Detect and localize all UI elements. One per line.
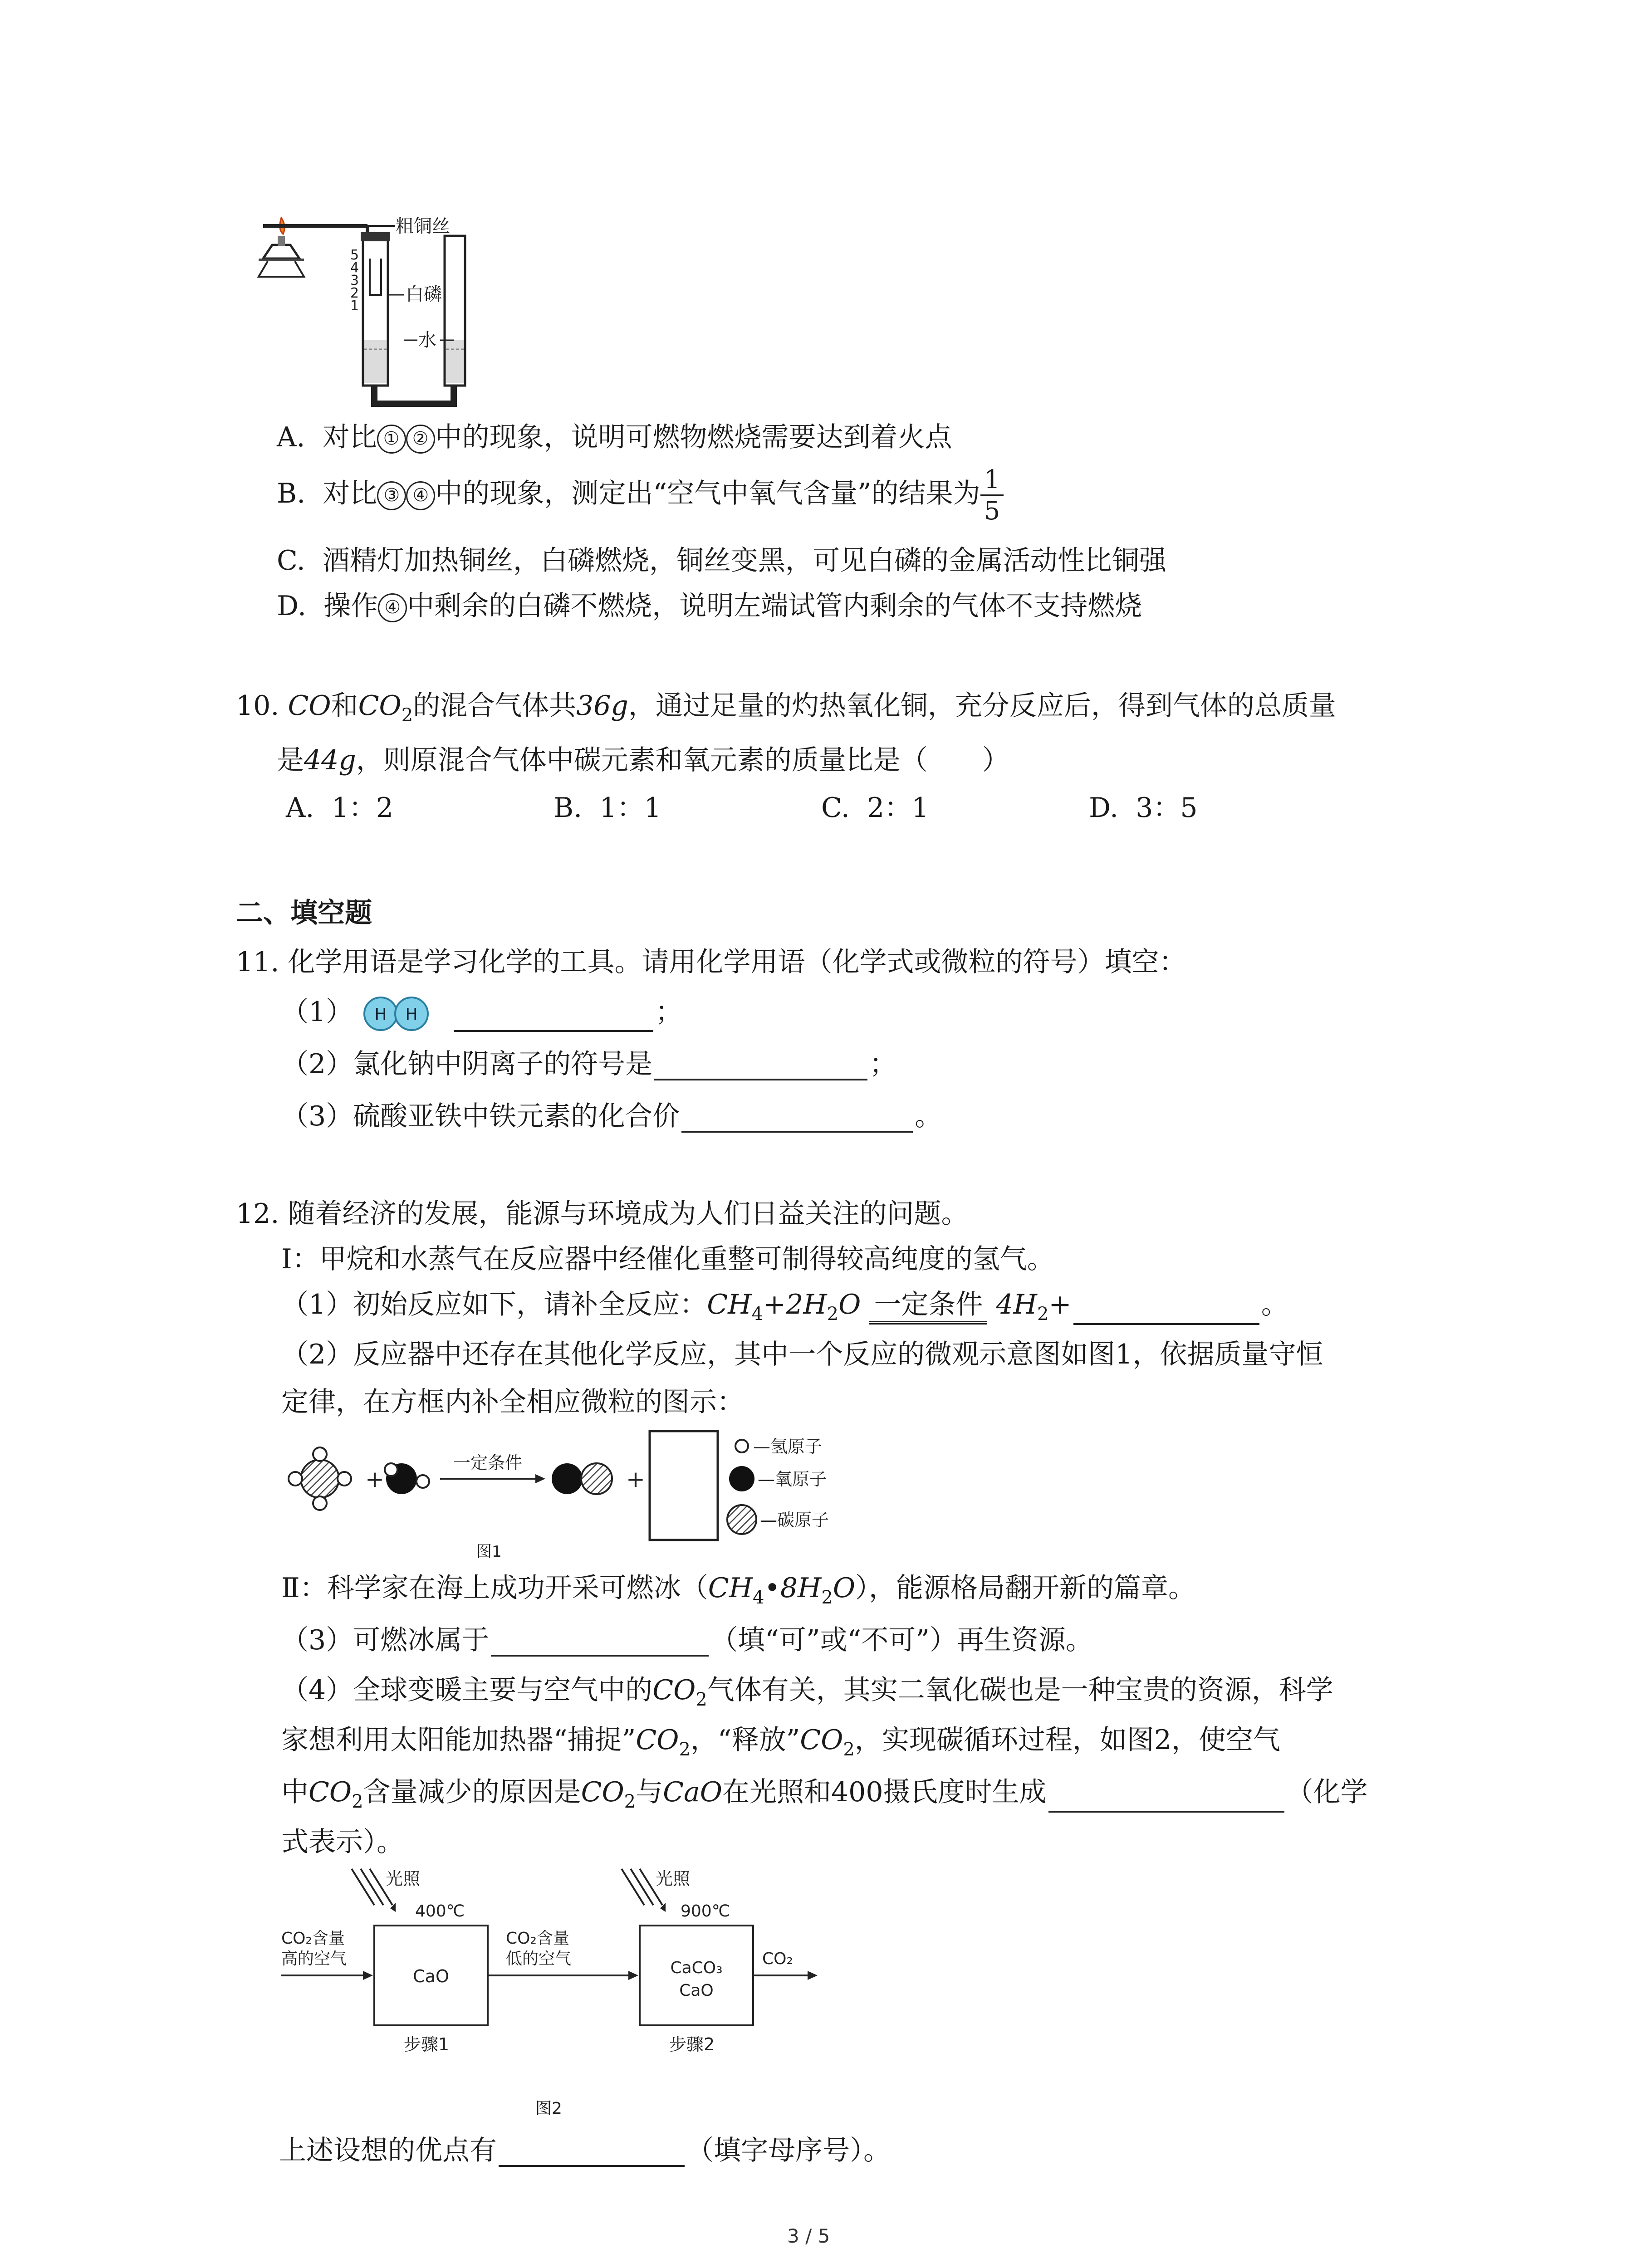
q10-option-b: B. 1：1 — [554, 792, 661, 824]
label-water: 水 — [418, 330, 436, 351]
legend-carbon: —碳原子 — [760, 1510, 829, 1530]
q12-part1-intro: Ⅰ：甲烷和水蒸气在反应器中经催化重整可制得较高纯度的氢气。 — [281, 1243, 1054, 1275]
q12-sub2-line2: 定律，在方框内补全相应微粒的图示： — [281, 1386, 744, 1418]
fig2-light-1: 光照 — [386, 1869, 421, 1889]
scale-4: 4 — [350, 260, 359, 276]
fig2-box2-a: CaCO₃ — [670, 1959, 723, 1977]
q10-line1: 10. CO和$CO_2$的混合气体共36g，通过足量的灼热氧化铜，充分反应后，得到气体的总质量 — [236, 690, 1336, 726]
fig2-step2: 步骤2 — [669, 2034, 715, 2054]
fraction-one-fifth: $\frac{1}{5}$ — [980, 467, 1004, 524]
figure-2-drawing — [277, 1867, 867, 2121]
h2-molecule-icon — [362, 996, 443, 1032]
q12-stem: 12. 随着经济的发展，能源与环境成为人们日益关注的问题。 — [236, 1198, 969, 1230]
q12-blank-1[interactable] — [1073, 1295, 1259, 1325]
fig2-temp-1: 400℃ — [415, 1902, 465, 1921]
fig2-mid-2: 低的空气 — [506, 1950, 572, 1968]
apparatus-drawing — [254, 204, 490, 417]
figure-1 — [277, 1429, 867, 1565]
label-white-phosphorus: 白磷 — [406, 284, 442, 305]
h-atom-2: H — [405, 1005, 418, 1024]
q10-option-a: A. 1：2 — [286, 792, 393, 824]
section-title: 二、填空题 — [236, 897, 372, 929]
fig2-caption: 图2 — [535, 2099, 562, 2118]
fig2-in-2: 高的空气 — [281, 1950, 347, 1968]
fig2-mid-1: CO₂含量 — [506, 1929, 569, 1948]
answer-box[interactable] — [650, 1431, 718, 1540]
reaction-condition: 一定条件 — [869, 1288, 987, 1325]
svg-text:+: + — [365, 1466, 384, 1492]
label-copper-wire: 粗铜丝 — [396, 216, 450, 237]
h-atom-1: H — [374, 1005, 387, 1024]
q12-sub1: （1）初始反应如下，请补全反应：$CH_4+2H_2O$ 一定条件 $4H_2+$ 。 — [281, 1289, 1288, 1325]
question-number: 10. — [236, 690, 279, 722]
scale-5: 5 — [350, 247, 359, 263]
apparatus-figure — [254, 204, 490, 417]
q12-sub4-line4: 式表示）。 — [281, 1826, 404, 1858]
fig1-caption: 图1 — [476, 1543, 502, 1561]
q9-option-b: B. 对比 ③ ④ 中的现象，测定出“空气中氧气含量”的结果为 $\frac{1}{5}$ — [277, 467, 1004, 524]
q12-part2-intro: Ⅱ：科学家在海上成功开采可燃冰$(CH_4•8H_2O)$，能源格局翻开新的篇章。 — [281, 1572, 1196, 1608]
q12-sub4-line1: （4）全球变暖主要与空气中的$CO_2$气体有关，其实二氧化碳也是一种宝贵的资源，科学 — [281, 1674, 1333, 1710]
q11-blank-3[interactable] — [681, 1103, 913, 1133]
q11-blank-2[interactable] — [654, 1051, 867, 1080]
q9-option-a: A. 对比 ① ② 中的现象，说明可燃物燃烧需要达到着火点 — [277, 421, 952, 453]
q11-stem: 11. 化学用语是学习化学的工具。请用化学用语（化学式或微粒的符号）填空： — [236, 946, 1186, 978]
page-number: 3 / 5 — [787, 2225, 830, 2247]
q11-part3: （3）硫酸亚铁中铁元素的化合价 。 — [281, 1100, 942, 1132]
figure-1-drawing — [277, 1429, 867, 1565]
q12-blank-4[interactable] — [1048, 1783, 1284, 1813]
question-number: 11. — [236, 946, 279, 978]
scale-1: 1 — [350, 298, 359, 314]
fig2-box2-b: CaO — [679, 1981, 714, 2000]
q12-blank-5[interactable] — [499, 2137, 685, 2167]
fig2-box1: CaO — [413, 1966, 449, 1986]
q12-advantages: 上述设想的优点有 （填字母序号）。 — [279, 2135, 891, 2166]
fig2-temp-2: 900℃ — [681, 1902, 730, 1921]
fig2-out: CO₂ — [762, 1950, 793, 1968]
tube-scale — [350, 247, 359, 314]
q10-option-c: C. 2：1 — [821, 792, 929, 824]
svg-text:+: + — [626, 1466, 645, 1492]
q12-sub2-line1: （2）反应器中还存在其他化学反应，其中一个反应的微观示意图如图1，依据质量守恒 — [281, 1339, 1323, 1370]
q9-option-d: D. 操作 ④ 中剩余的白磷不燃烧，说明左端试管内剩余的气体不支持燃烧 — [277, 590, 1142, 622]
question-number: 12. — [236, 1198, 279, 1230]
legend-hydrogen: —氢原子 — [753, 1437, 823, 1457]
scale-2: 2 — [350, 285, 359, 301]
q12-sub4-line2: 家想利用太阳能加热器“捕捉$”CO_2$，“释放$”CO_2$，实现碳循环过程，如图2，使空气 — [281, 1724, 1281, 1760]
fig1-condition: 一定条件 — [453, 1453, 523, 1473]
q10-line2: 是44g，则原混合气体中碳元素和氧元素的质量比是（ ） — [277, 744, 1009, 776]
q11-blank-1[interactable] — [454, 1002, 653, 1032]
legend-oxygen: —氧原子 — [758, 1469, 827, 1489]
q11-part2: （2）氯化钠中阴离子的符号是 ； — [281, 1048, 897, 1080]
q12-sub3: （3）可燃冰属于 （填“可”或“不可”）再生资源。 — [281, 1624, 1093, 1656]
q9-option-c: C. 酒精灯加热铜丝，白磷燃烧，铜丝变黑，可见白磷的金属活动性比铜强 — [277, 545, 1166, 577]
q10-option-d: D. 3：5 — [1089, 792, 1198, 824]
q12-sub4-line3: 中$CO_2$含量减少的原因是$CO_2$与CaO在光照和400摄氏度时生成 （化学 — [281, 1776, 1368, 1812]
fig2-step1: 步骤1 — [404, 2034, 450, 2054]
q11-part1: （1） H H ； — [281, 996, 682, 1032]
q12-blank-3[interactable] — [491, 1627, 709, 1657]
figure-2 — [277, 1867, 867, 2121]
fig2-in-1: CO₂含量 — [281, 1929, 345, 1948]
fig2-light-2: 光照 — [656, 1869, 691, 1889]
scale-3: 3 — [350, 273, 359, 288]
